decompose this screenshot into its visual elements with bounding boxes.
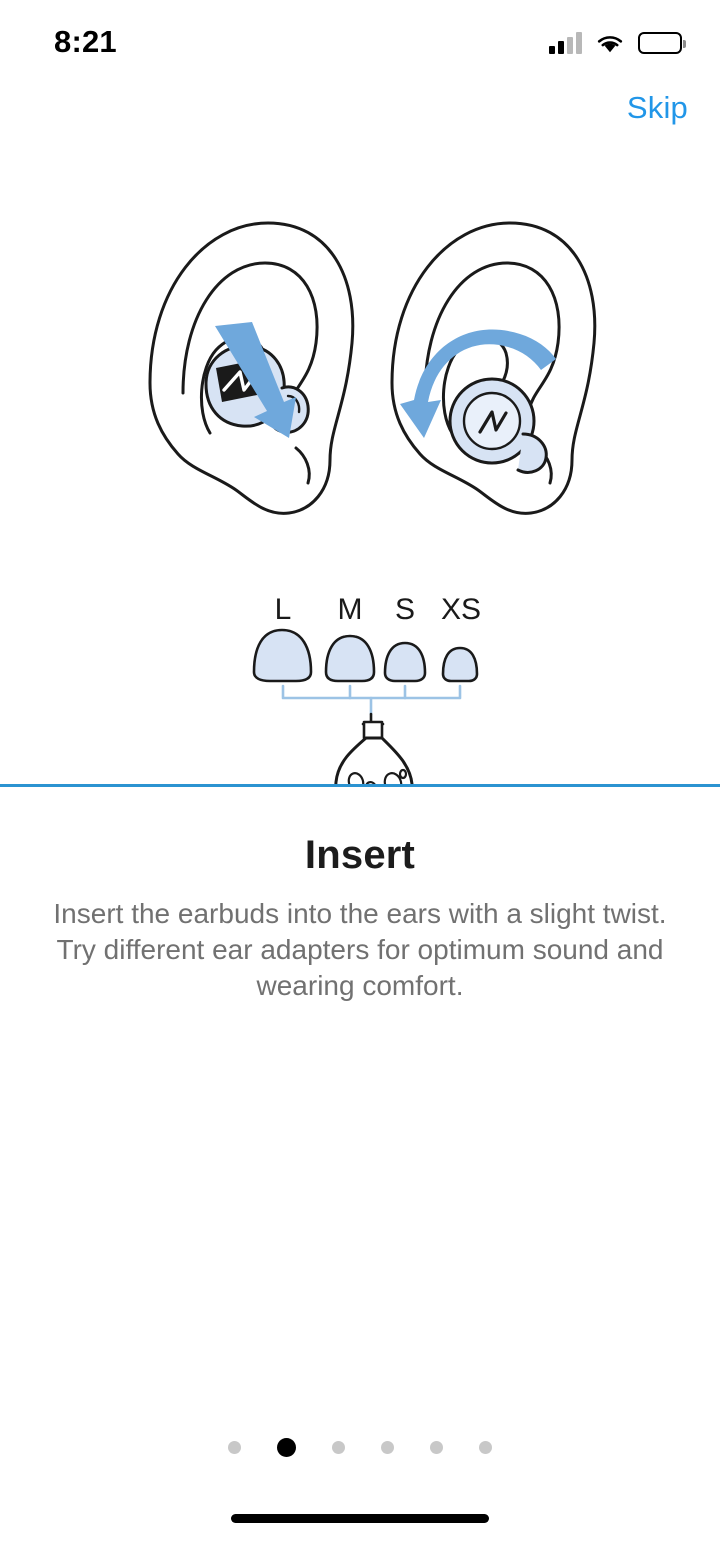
header-actions — [0, 78, 720, 138]
home-indicator[interactable] — [231, 1514, 489, 1523]
skip-button[interactable]: Skip — [626, 90, 688, 125]
wifi-icon — [595, 32, 625, 54]
content-spacer — [0, 1003, 720, 1417]
status-bar-indicators — [549, 32, 682, 54]
battery-icon — [638, 32, 682, 54]
page-dot-3[interactable] — [332, 1441, 345, 1454]
adapter-size-label-xs: XS — [440, 593, 482, 626]
page-dot-4[interactable] — [381, 1441, 394, 1454]
page-dot-2[interactable] — [277, 1438, 296, 1457]
instruction-block — [0, 787, 720, 1003]
page-indicator[interactable] — [0, 1417, 720, 1477]
page-dot-6[interactable] — [479, 1441, 492, 1454]
page-description: Insert the earbuds into the ears with a slight twist. Try different ear adapters for optimum sound and wearing comfort. — [53, 898, 667, 1001]
page-dot-5[interactable] — [430, 1441, 443, 1454]
status-bar-time: 8:21 — [54, 24, 117, 59]
page-dot-1[interactable] — [228, 1441, 241, 1454]
adapter-size-label-m: M — [337, 593, 363, 626]
earbud-insert-illustration — [0, 138, 720, 784]
adapter-size-label-l: L — [274, 593, 292, 626]
status-bar — [0, 0, 720, 78]
home-indicator-area — [0, 1477, 720, 1559]
cellular-signal-icon — [549, 32, 582, 54]
adapter-size-label-s: S — [394, 593, 416, 626]
page-title: Insert — [304, 833, 416, 877]
